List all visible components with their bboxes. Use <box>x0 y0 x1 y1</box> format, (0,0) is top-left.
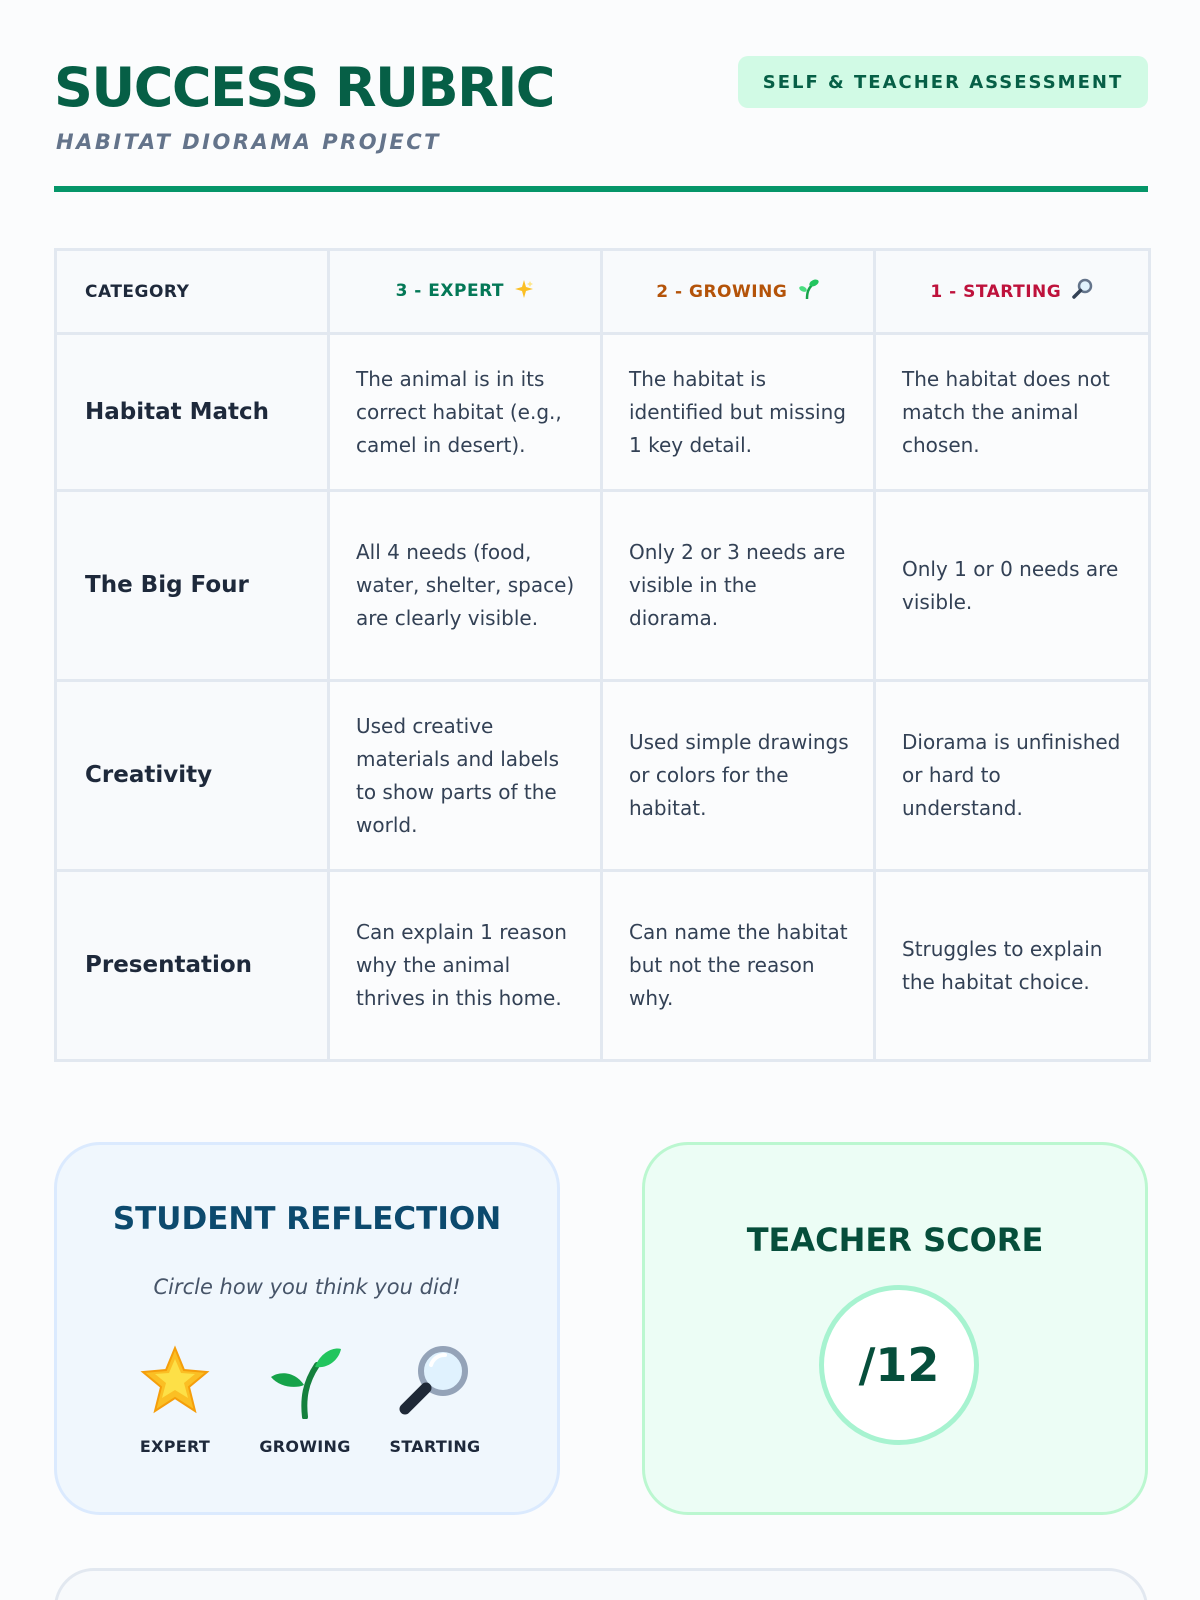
rubric-row-habitat-match <box>56 334 1150 491</box>
cell-growing: Can name the habitat but not the reason why. <box>602 871 875 1061</box>
teacher-score-title: TEACHER SCORE <box>746 1221 1044 1259</box>
row-category: Habitat Match <box>56 334 329 491</box>
rubric-row-presentation <box>56 871 1150 1061</box>
score-circle[interactable] <box>819 1285 979 1445</box>
cell-expert: All 4 needs (food, water, shelter, space) are clearly visible. <box>329 491 602 681</box>
rubric-table <box>54 248 1151 1062</box>
rubric-header <box>54 56 1148 196</box>
choice-growing[interactable] <box>245 1341 365 1456</box>
cell-expert: Used creative materials and labels to show parts of the world. <box>329 681 602 871</box>
rubric-row-big-four <box>56 491 1150 681</box>
rubric-row-creativity <box>56 681 1150 871</box>
reflection-prompt: Circle how you think you did! <box>153 1275 461 1299</box>
cell-growing: The habitat is identified but missing 1 key detail. <box>602 334 875 491</box>
cell-starting: Only 1 or 0 needs are visible. <box>875 491 1150 681</box>
choice-label: EXPERT <box>139 1437 211 1456</box>
teacher-score-card <box>642 1142 1148 1515</box>
page-title: SUCCESS RUBRIC <box>54 56 554 119</box>
column-header-starting: 1 - STARTING <box>875 250 1150 334</box>
rubric-header-row <box>56 250 1150 334</box>
choice-label: STARTING <box>389 1437 481 1456</box>
magnifier-icon <box>375 1341 495 1421</box>
reflection-choices <box>115 1341 495 1456</box>
cell-expert: The animal is in its correct habitat (e.g., camel in desert). <box>329 334 602 491</box>
star-icon <box>115 1341 235 1421</box>
reflection-title: STUDENT REFLECTION <box>112 1201 502 1237</box>
cell-starting: Diorama is unfinished or hard to understand. <box>875 681 1150 871</box>
cell-expert: Can explain 1 reason why the animal thrives in this home. <box>329 871 602 1061</box>
header-divider <box>54 186 1148 192</box>
seedling-icon <box>245 1341 365 1421</box>
project-subtitle: HABITAT DIORAMA PROJECT <box>56 130 442 154</box>
choice-starting[interactable] <box>375 1341 495 1456</box>
student-reflection-card <box>54 1142 560 1515</box>
score-value: /12 <box>858 1338 940 1392</box>
column-header-growing: 2 - GROWING <box>602 250 875 334</box>
cell-growing: Only 2 or 3 needs are visible in the diorama. <box>602 491 875 681</box>
next-section-card <box>54 1568 1148 1600</box>
cell-starting: Struggles to explain the habitat choice. <box>875 871 1150 1061</box>
choice-expert[interactable] <box>115 1341 235 1456</box>
column-header-category: CATEGORY <box>56 250 329 334</box>
seedling-icon <box>798 278 820 305</box>
column-header-expert: 3 - EXPERT <box>329 250 602 334</box>
cell-starting: The habitat does not match the animal chosen. <box>875 334 1150 491</box>
assessment-badge: SELF & TEACHER ASSESSMENT <box>738 56 1148 108</box>
choice-label: GROWING <box>259 1437 351 1456</box>
row-category: Creativity <box>56 681 329 871</box>
cell-growing: Used simple drawings or colors for the habitat. <box>602 681 875 871</box>
sparkle-icon <box>514 279 534 304</box>
magnifier-icon <box>1072 278 1094 305</box>
row-category: Presentation <box>56 871 329 1061</box>
row-category: The Big Four <box>56 491 329 681</box>
